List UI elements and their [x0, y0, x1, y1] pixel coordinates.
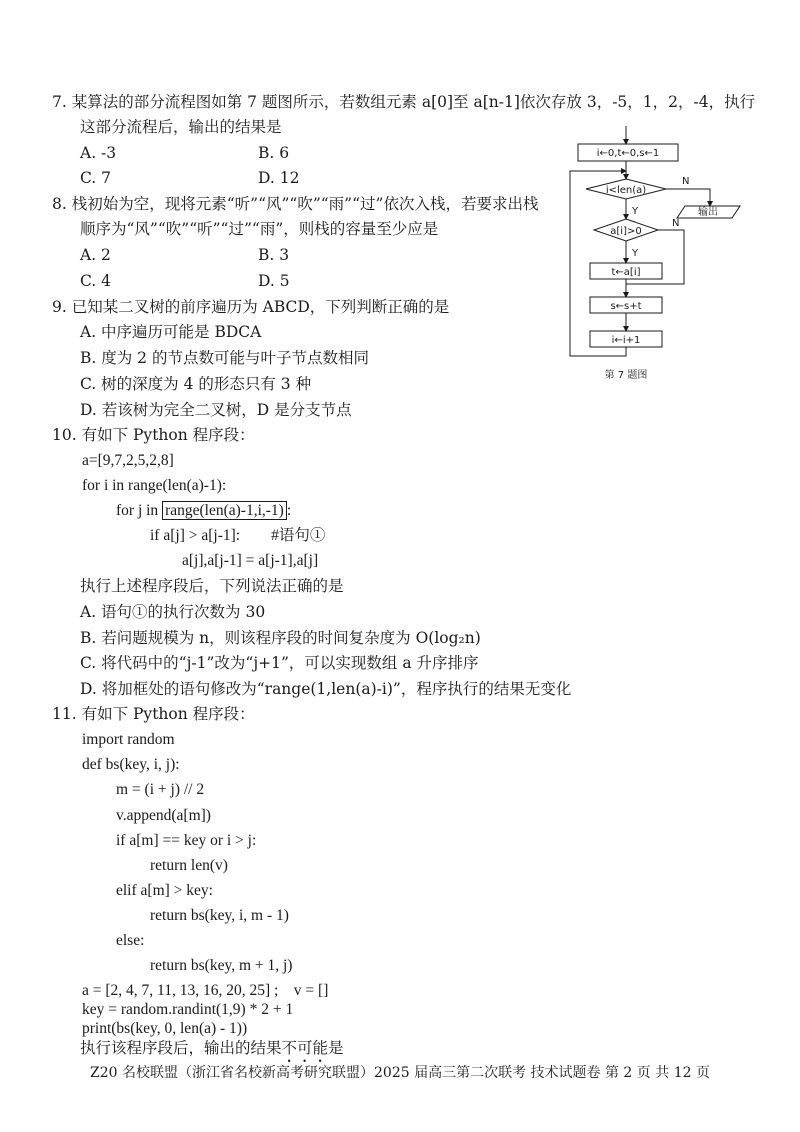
flowchart-no-label-1: N	[682, 176, 690, 187]
flowchart-no-label-2: N	[672, 218, 680, 229]
q10-option-a: A. 语句①的执行次数为 30	[80, 603, 266, 621]
q11-code-line13: print(bs(key, 0, len(a) - 1))	[82, 1020, 248, 1037]
q11-code-line4: v.append(a[m])	[116, 807, 211, 824]
q10-boxed-statement: range(len(a)-1,i,-1)	[162, 501, 287, 520]
q11-stem: 11. 有如下 Python 程序段：	[52, 705, 255, 723]
q11-code-line2: def bs(key, i, j):	[82, 756, 180, 773]
q11-code-line11: a = [2, 4, 7, 11, 13, 16, 20, 25] ; v = []	[82, 982, 329, 999]
q10-option-c: C. 将代码中的“j-1”改为“j+1”，可以实现数组 a 升序排序	[80, 654, 479, 672]
q7-option-d: D. 12	[258, 169, 300, 187]
q7-option-b: B. 6	[258, 144, 290, 162]
q8-option-c: C. 4	[80, 272, 112, 290]
q11-code-line1: import random	[82, 731, 175, 748]
q10-option-d: D. 将加框处的语句修改为“range(1,len(a)-i)”，程序执行的结果无变化	[80, 680, 572, 698]
flowchart-output-label: 输出	[698, 207, 718, 218]
q11-after-suffix: 是	[328, 1039, 344, 1057]
q10-code-line4: if a[j] > a[j-1]: #语句①	[150, 527, 326, 544]
q7-flowchart	[560, 122, 770, 382]
q10-code-line5: a[j],a[j-1] = a[j-1],a[j]	[182, 552, 319, 569]
flowchart-increment-label: i←i+1	[611, 335, 641, 346]
q9-option-a: A. 中序遍历可能是 BDCA	[80, 323, 262, 341]
q11-after-prefix: 执行该程序段后，输出的结果	[80, 1039, 282, 1057]
flowchart-init-label: i←0,t←0,s←1	[596, 148, 660, 159]
q8-option-a: A. 2	[80, 246, 111, 264]
q7-stem-line1: 7. 某算法的部分流程图如第 7 题图所示，若数组元素 a[0]至 a[n-1]依次存放 3，-5，1，2，-4，执行	[52, 93, 756, 111]
q9-option-c: C. 树的深度为 4 的形态只有 3 种	[80, 375, 312, 393]
flowchart-yes-label-1: Y	[632, 206, 639, 217]
q10-code-line3	[116, 501, 291, 521]
q11-code-line7: elif a[m] > key:	[116, 882, 213, 899]
q7-option-a: A. -3	[80, 144, 117, 162]
q10-code-line3-prefix: for j in	[116, 502, 163, 519]
q8-stem-line1: 8. 栈初始为空，现将元素“听”“风”“吹”“雨”“过”依次入栈，若要求出栈	[52, 195, 539, 213]
q11-code-line6: return len(v)	[150, 857, 228, 874]
q9-option-b: B. 度为 2 的节点数可能与叶子节点数相同	[80, 349, 369, 367]
q8-option-d: D. 5	[258, 272, 290, 290]
q8-option-b: B. 3	[258, 246, 290, 264]
q9-option-d: D. 若该树为完全二叉树，D 是分支节点	[80, 401, 352, 419]
q11-code-line8: return bs(key, i, m - 1)	[150, 907, 289, 924]
q8-stem-line2: 顺序为“风”“吹”“听”“过”“雨”，则栈的容量至少应是	[80, 220, 439, 238]
flowchart-yes-label-2: Y	[632, 248, 639, 259]
q10-stem: 10. 有如下 Python 程序段：	[52, 426, 255, 444]
flowchart-caption: 第 7 题图	[604, 370, 648, 381]
q10-option-b: B. 若问题规模为 n，则该程序段的时间复杂度为 O(log₂n)	[80, 629, 481, 647]
q7-stem-line2: 这部分流程后，输出的结果是	[80, 118, 282, 136]
q11-code-line3: m = (i + j) // 2	[116, 781, 205, 798]
flowchart-assign-s-label: s←s+t	[610, 301, 642, 312]
q11-emphasized-text: 不可能	[281, 1039, 329, 1057]
q10-code-line1: a=[9,7,2,5,2,8]	[82, 452, 174, 469]
q11-code-line5: if a[m] == key or i > j:	[116, 832, 257, 849]
q7-option-c: C. 7	[80, 169, 112, 187]
page-footer: Z20 名校联盟（浙江省名校新高考研究联盟）2025 届高三第二次联考 技术试题卷 第 2 页 共 12 页	[90, 1065, 710, 1081]
flowchart-decision-positive-label: a[i]>0	[610, 226, 642, 237]
q9-stem: 9. 已知某二叉树的前序遍历为 ABCD，下列判断正确的是	[52, 298, 450, 316]
q11-code-line9: else:	[116, 932, 145, 949]
q11-code-line12: key = random.randint(1,9) * 2 + 1	[82, 1001, 294, 1018]
q11-code-line10: return bs(key, m + 1, j)	[150, 957, 293, 974]
flowchart-decision-length-label: i<len(a)	[605, 185, 647, 196]
q10-code-line3-suffix: :	[286, 502, 292, 519]
flowchart-assign-t-label: t←a[i]	[611, 267, 641, 278]
q10-after: 执行上述程序段后，下列说法正确的是	[80, 577, 344, 595]
q10-code-line2: for i in range(len(a)-1):	[82, 477, 227, 494]
